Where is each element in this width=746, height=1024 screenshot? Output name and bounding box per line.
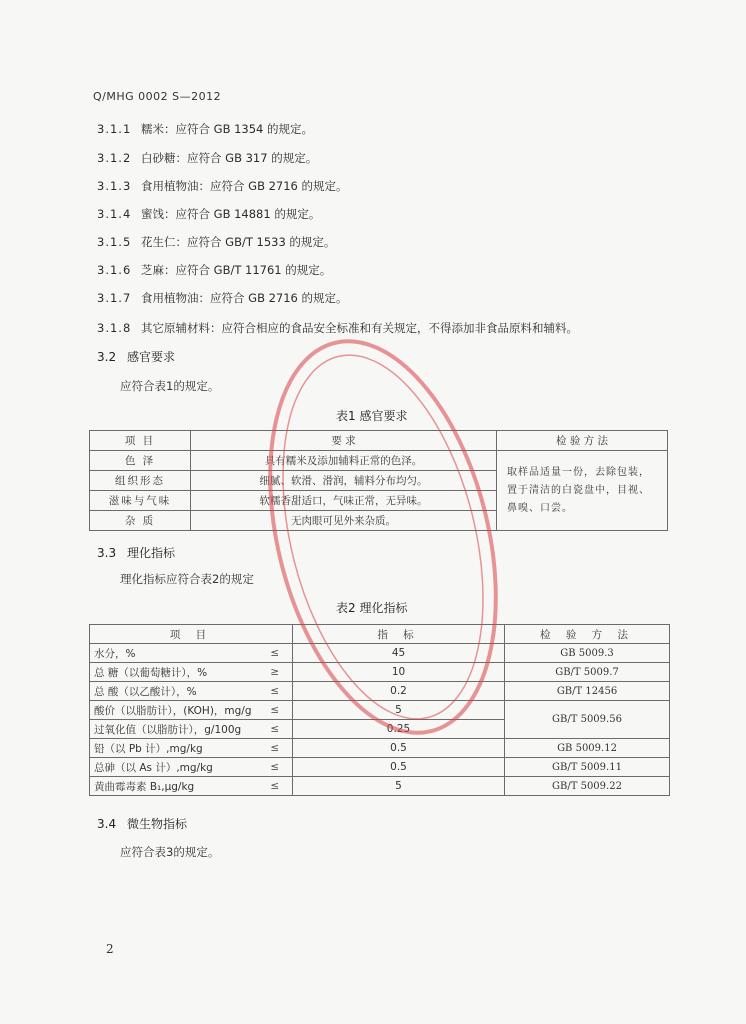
section-number: 3.3: [97, 546, 117, 560]
clause-3-1-4: [97, 206, 320, 222]
method-cell: GB/T 5009.11: [505, 758, 670, 777]
table-row: [90, 644, 670, 663]
requirement-cell: 软糯香甜适口，气味正常，无异味。: [191, 491, 497, 511]
page-number: 2: [106, 942, 114, 956]
clause-text: 蜜饯：应符合 GB 14881 的规定。: [141, 207, 321, 221]
limit-cell: 0.5: [293, 758, 505, 777]
limit-cell: 45: [293, 644, 505, 663]
operator-cell: ≤: [258, 720, 293, 739]
operator-cell: ≤: [258, 644, 293, 663]
limit-cell: 0.5: [293, 739, 505, 758]
clause-number: 3.1.5: [97, 235, 132, 249]
clause-number: 3.1.7: [97, 291, 132, 305]
item-cell: 总 酸（以乙酸计），%: [90, 682, 258, 701]
document-code-header: Q/MHG 0002 S—2012: [93, 90, 222, 103]
column-header-method: 检 验 方 法: [497, 431, 668, 451]
clause-3-1-3: [97, 178, 348, 194]
clause-number: 3.1.8: [97, 321, 132, 335]
operator-cell: ≤: [258, 777, 293, 796]
operator-cell: ≤: [258, 701, 293, 720]
clause-text: 花生仁：应符合 GB/T 1533 的规定。: [141, 235, 336, 249]
method-cell: GB/T 5009.7: [505, 663, 670, 682]
requirement-cell: 无肉眼可见外来杂质。: [191, 511, 497, 531]
method-cell: GB 5009.12: [505, 739, 670, 758]
sensory-requirements-table: [89, 430, 668, 531]
clause-text: 食用植物油：应符合 GB 2716 的规定。: [141, 179, 348, 193]
clause-3-1-5: [97, 234, 335, 250]
clause-text: 白砂糖：应符合 GB 317 的规定。: [141, 151, 318, 165]
section-3-3-paragraph: 理化指标应符合表2的规定: [120, 572, 254, 586]
column-header-indicator: 指 标: [293, 625, 505, 644]
limit-cell: 0.2: [293, 682, 505, 701]
requirement-cell: 具有糯米及添加辅料正常的色泽。: [191, 451, 497, 471]
method-cell: GB 5009.3: [505, 644, 670, 663]
item-cell: 色 泽: [90, 451, 191, 471]
clause-3-1-7: [97, 290, 348, 306]
clause-3-1-1: [97, 121, 313, 137]
operator-cell: ≤: [258, 739, 293, 758]
clause-text: 其它原辅材料：应符合相应的食品安全标准和有关规定，不得添加非食品原料和辅料。: [141, 321, 578, 335]
section-3-2-heading: [97, 348, 175, 365]
item-cell: 酸价（以脂肪计），(KOH)，mg/g: [90, 701, 258, 720]
section-title: 微生物指标: [127, 817, 188, 831]
clause-number: 3.1.4: [97, 207, 132, 221]
physicochemical-indicators-table: [89, 624, 670, 796]
clause-text: 食用植物油：应符合 GB 2716 的规定。: [141, 291, 348, 305]
table2-caption: 表2 理化指标: [336, 601, 408, 615]
column-header-item: 项 目: [90, 625, 293, 644]
clause-number: 3.1.3: [97, 179, 132, 193]
table-row: [90, 739, 670, 758]
limit-cell: 10: [293, 663, 505, 682]
table-row: [90, 758, 670, 777]
requirement-cell: 细腻、软滑、滑润，辅料分布均匀。: [191, 471, 497, 491]
item-cell: 组织形态: [90, 471, 191, 491]
table-header-row: [90, 431, 668, 451]
column-header-item: 项 目: [90, 431, 191, 451]
section-3-4-paragraph: 应符合表3的规定。: [120, 845, 220, 859]
section-title: 理化指标: [127, 546, 176, 560]
method-cell: GB/T 5009.22: [505, 777, 670, 796]
clause-number: 3.1.1: [97, 122, 132, 136]
item-cell: 铅（以 Pb 计）,mg/kg: [90, 739, 258, 758]
item-cell: 黄曲霉毒素 B₁,μg/kg: [90, 777, 258, 796]
clause-text: 糯米：应符合 GB 1354 的规定。: [141, 122, 314, 136]
clause-3-1-6: [97, 262, 331, 278]
clause-text: 芝麻：应符合 GB/T 11761 的规定。: [141, 263, 332, 277]
method-cell: 取样品适量一份，去除包装，置于清洁的白瓷盘中，目视、鼻嗅、口尝。: [497, 451, 668, 531]
table-row: [90, 451, 668, 471]
item-cell: 过氧化值（以脂肪计），g/100g: [90, 720, 258, 739]
table1-caption: 表1 感官要求: [336, 409, 408, 423]
item-cell: 水分，%: [90, 644, 258, 663]
limit-cell: 5: [293, 777, 505, 796]
section-3-4-heading: [97, 815, 187, 832]
table-row: [90, 777, 670, 796]
section-number: 3.2: [97, 350, 117, 364]
table-row: [90, 663, 670, 682]
clause-number: 3.1.2: [97, 151, 132, 165]
table-row: [90, 682, 670, 701]
limit-cell: 0.25: [293, 720, 505, 739]
limit-cell: 5: [293, 701, 505, 720]
table-row: [90, 701, 670, 720]
item-cell: 总砷（以 As 计）,mg/kg: [90, 758, 258, 777]
item-cell: 总 糖（以葡萄糖计），%: [90, 663, 258, 682]
item-cell: 杂 质: [90, 511, 191, 531]
method-cell: GB/T 5009.56: [505, 701, 670, 739]
clause-3-1-2: [97, 150, 317, 166]
section-title: 感官要求: [127, 350, 176, 364]
clause-number: 3.1.6: [97, 263, 132, 277]
operator-cell: ≤: [258, 682, 293, 701]
clause-3-1-8: [97, 320, 578, 336]
column-header-method: 检 验 方 法: [505, 625, 670, 644]
method-cell: GB/T 12456: [505, 682, 670, 701]
table-header-row: [90, 625, 670, 644]
section-3-3-heading: [97, 544, 175, 561]
column-header-requirement: 要 求: [191, 431, 497, 451]
operator-cell: ≤: [258, 758, 293, 777]
section-3-2-paragraph: 应符合表1的规定。: [120, 379, 220, 393]
operator-cell: ≥: [258, 663, 293, 682]
section-number: 3.4: [97, 817, 117, 831]
item-cell: 滋味与气味: [90, 491, 191, 511]
